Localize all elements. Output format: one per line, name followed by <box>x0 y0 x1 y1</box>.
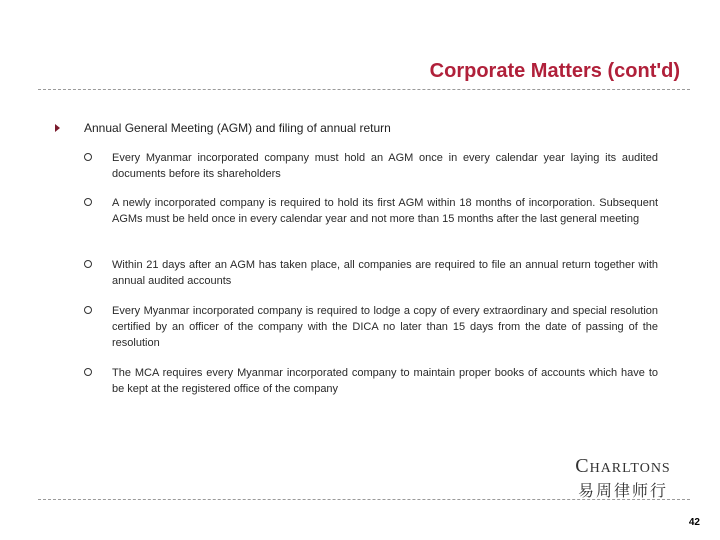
hollow-circle-icon <box>84 368 92 376</box>
hollow-circle-icon <box>84 306 92 314</box>
sub-bullet-text: Every Myanmar incorporated company must hold an AGM once in every calendar year laying its audited documents before its shareholders <box>112 152 658 180</box>
sub-bullet-text: Within 21 days after an AGM has taken place, all companies are required to file an annual return together with annual audited accounts <box>112 259 658 287</box>
hollow-circle-icon <box>84 153 92 161</box>
sub-bullet-text: The MCA requires every Myanmar incorporated company to maintain proper books of accounts which have to be kept at the registered office of the company <box>112 367 658 395</box>
hollow-circle-icon <box>84 198 92 206</box>
sub-bullet-text: A newly incorporated company is required to hold its first AGM within 18 months of incorporation. Subsequent AGMs must be held once in every calendar year and not more than 15 months after the last general meeting <box>112 197 658 225</box>
bottom-divider <box>38 499 690 500</box>
sub-bullet-text: Every Myanmar incorporated company is required to lodge a copy of every extraordinary and special resolution certified by an officer of the company with the DICA no later than 15 days from the date of passing of the resolution <box>112 305 658 349</box>
page-number: 42 <box>688 517 700 528</box>
hollow-circle-icon <box>84 260 92 268</box>
top-divider <box>38 89 690 90</box>
logo-name-en: Charltons <box>575 455 671 477</box>
slide-title: Corporate Matters (cont'd) <box>429 60 680 82</box>
main-bullet-text: Annual General Meeting (AGM) and filing of annual return <box>84 121 391 135</box>
triangle-arrow-icon <box>55 124 60 132</box>
company-logo <box>558 455 688 501</box>
logo-name-zh: 易周律师行 <box>577 481 668 500</box>
